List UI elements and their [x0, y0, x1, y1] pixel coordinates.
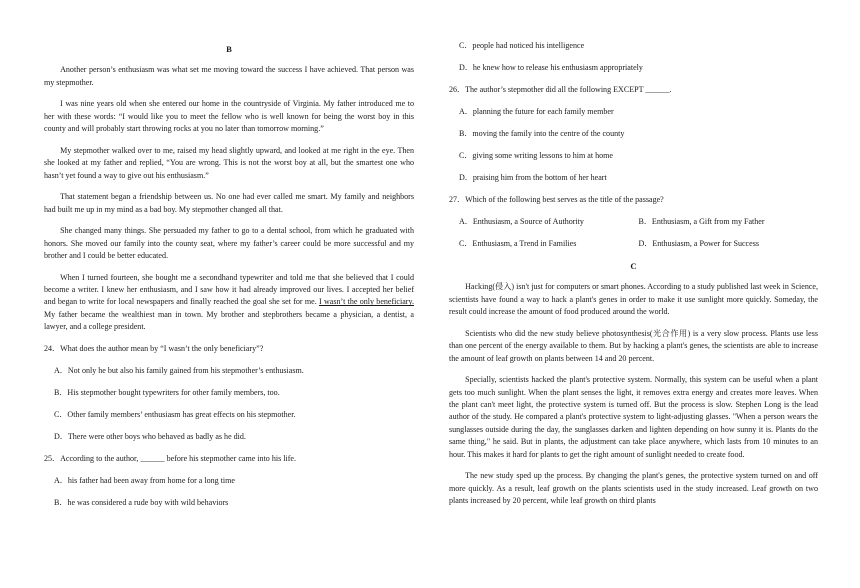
- question-25-option-d: D．he knew how to release his enthusiasm appropriately: [459, 63, 643, 72]
- question-27-stem: 27．Which of the following best serves as the title of the passage?: [449, 195, 664, 204]
- question-24-option-a: A．Not only he but also his family gained from his stepmother’s enthusiasm.: [54, 365, 304, 375]
- paragraph: Another person’s enthusiasm was what set me moving toward the success I have achieved. That person was my stepmother.: [44, 65, 414, 87]
- question-26-option-d: D．praising him from the bottom of her heart: [459, 173, 607, 182]
- question-24-option-c: C．Other family members’ enthusiasm has great effects on his stepmother.: [54, 409, 296, 419]
- question-25-option-a: A．his father had been away from home for a long time: [54, 475, 235, 485]
- question-26-option-a: A．planning the future for each family member: [459, 107, 614, 116]
- question-24-stem: 24．What does the author mean by “I wasn’t the only beneficiary”?: [44, 343, 264, 353]
- question-27-option-b: B．Enthusiasm, a Gift from my Father: [638, 217, 765, 226]
- question-27-option-a: A．Enthusiasm, a Source of Authority: [459, 217, 584, 226]
- question-24-option-d: D．There were other boys who behaved as badly as he did.: [54, 431, 246, 441]
- question-25-option-c: C．people had noticed his intelligence: [459, 41, 585, 50]
- paragraph: [44, 272, 414, 334]
- paragraph: Hacking(侵入) isn't just for computers or smart phones. According to a study published last week in Science, scientists have found a way to hack a plant's genes in order to make it use sunlight more quickly. Someday, the result could increase the amount of food produced around the world.: [449, 282, 818, 317]
- paragraph: She changed many things. She persuaded my father to go to a dental school, from which he graduated with honors. She moved our family into the county seat, where my father’s career could be more successful and my brother and I could be better educated.: [44, 226, 414, 261]
- question-27-options-row: [459, 216, 818, 228]
- question-26-option-b: B．moving the family into the centre of the county: [459, 129, 625, 138]
- right-column: [449, 40, 818, 517]
- paragraph: My stepmother walked over to me, raised my head slightly upward, and looked at me right in the eye. Then she looked at my father and replied, “You are wrong. This is not the worst boy at all, but the smartest one who hasn’t yet found a way to give out his enthusiasm.”: [44, 145, 414, 180]
- section-heading-c: C: [630, 261, 637, 271]
- paragraph: Specially, scientists hacked the plant's protective system. Normally, this system can be useful when a plant gets too much sunlight. When the plant senses the light, it removes extra energy and creates more leaves. When the plant can't meet light, the protective system is turned off. But the process is slow. Stephen Long is the lead author of the study. He compared a plant's protective system to light-adjusting glasses. "When a person wears the sunglasses outside during the day, the sunglasses darken and lighten depending on how sunny it is. Plants do the same thing," he said. But in plants, the adjustment can take place anywhere, which lasts from 10 minutes to an hour. This makes it hard for plants to get the right amount of sunlight needed to create food.: [449, 375, 818, 459]
- paragraph: That statement began a friendship between us. No one had ever called me smart. My family and neighbors had built me up in my mind as a bad boy. My stepmother changed all that.: [44, 192, 414, 214]
- question-26-option-c: C．giving some writing lessons to him at home: [459, 151, 614, 160]
- paragraph: The new study sped up the process. By changing the plant's genes, the protective system turned on and off more quickly. As a result, leaf growth on the plants scientists used in the study increased. Leaf growth on two plants increased by 20 percent, while leaf growth on third plants: [449, 471, 818, 506]
- question-25-stem: 25．According to the author, ______ before his stepmother came into his life.: [44, 453, 296, 463]
- question-27-option-c: C．Enthusiasm, a Trend in Families: [459, 239, 577, 248]
- paragraph: Scientists who did the new study believe photosynthesis(光合作用) is a very slow process. Plants use less than one percent of the energy available to them. But by hacking a plant's genes, the scientists are able to increase the amount of leaf growth on plants between 14 and 20 percent.: [449, 328, 818, 363]
- section-heading-b: B: [226, 44, 232, 54]
- paragraph-text: When I turned fourteen, she bought me a secondhand typewriter and told me that she believed that I could become a writer. I knew her enthusiasm, and I saw how it had already improved our lives. I accepted her belief and began to write for local newspapers and finally reached the goal she set for me.: [44, 272, 414, 307]
- question-27-options-row: [459, 238, 818, 250]
- question-25-option-b: B．he was considered a rude boy with wild behaviors: [54, 497, 229, 507]
- left-column: [44, 40, 414, 519]
- paragraph-text: My father became the wealthiest man in town. My brother and stepbrothers became a physician, a dentist, a lawyer, and a college president.: [44, 309, 414, 332]
- paragraph: I was nine years old when she entered our home in the countryside of Virginia. My father introduced me to her with these words: “I would like you to meet the fellow who is well known for being the worst boy in this county and will probably start throwing rocks at you no later than tomorrow morning.”: [44, 99, 414, 134]
- question-27-option-d: D．Enthusiasm, a Power for Success: [638, 239, 759, 248]
- underlined-phrase: I wasn’t the only beneficiary.: [319, 297, 414, 307]
- question-24-option-b: B．His stepmother bought typewriters for other family members, too.: [54, 387, 280, 397]
- question-26-stem: 26．The author’s stepmother did all the following EXCEPT ______.: [449, 85, 672, 94]
